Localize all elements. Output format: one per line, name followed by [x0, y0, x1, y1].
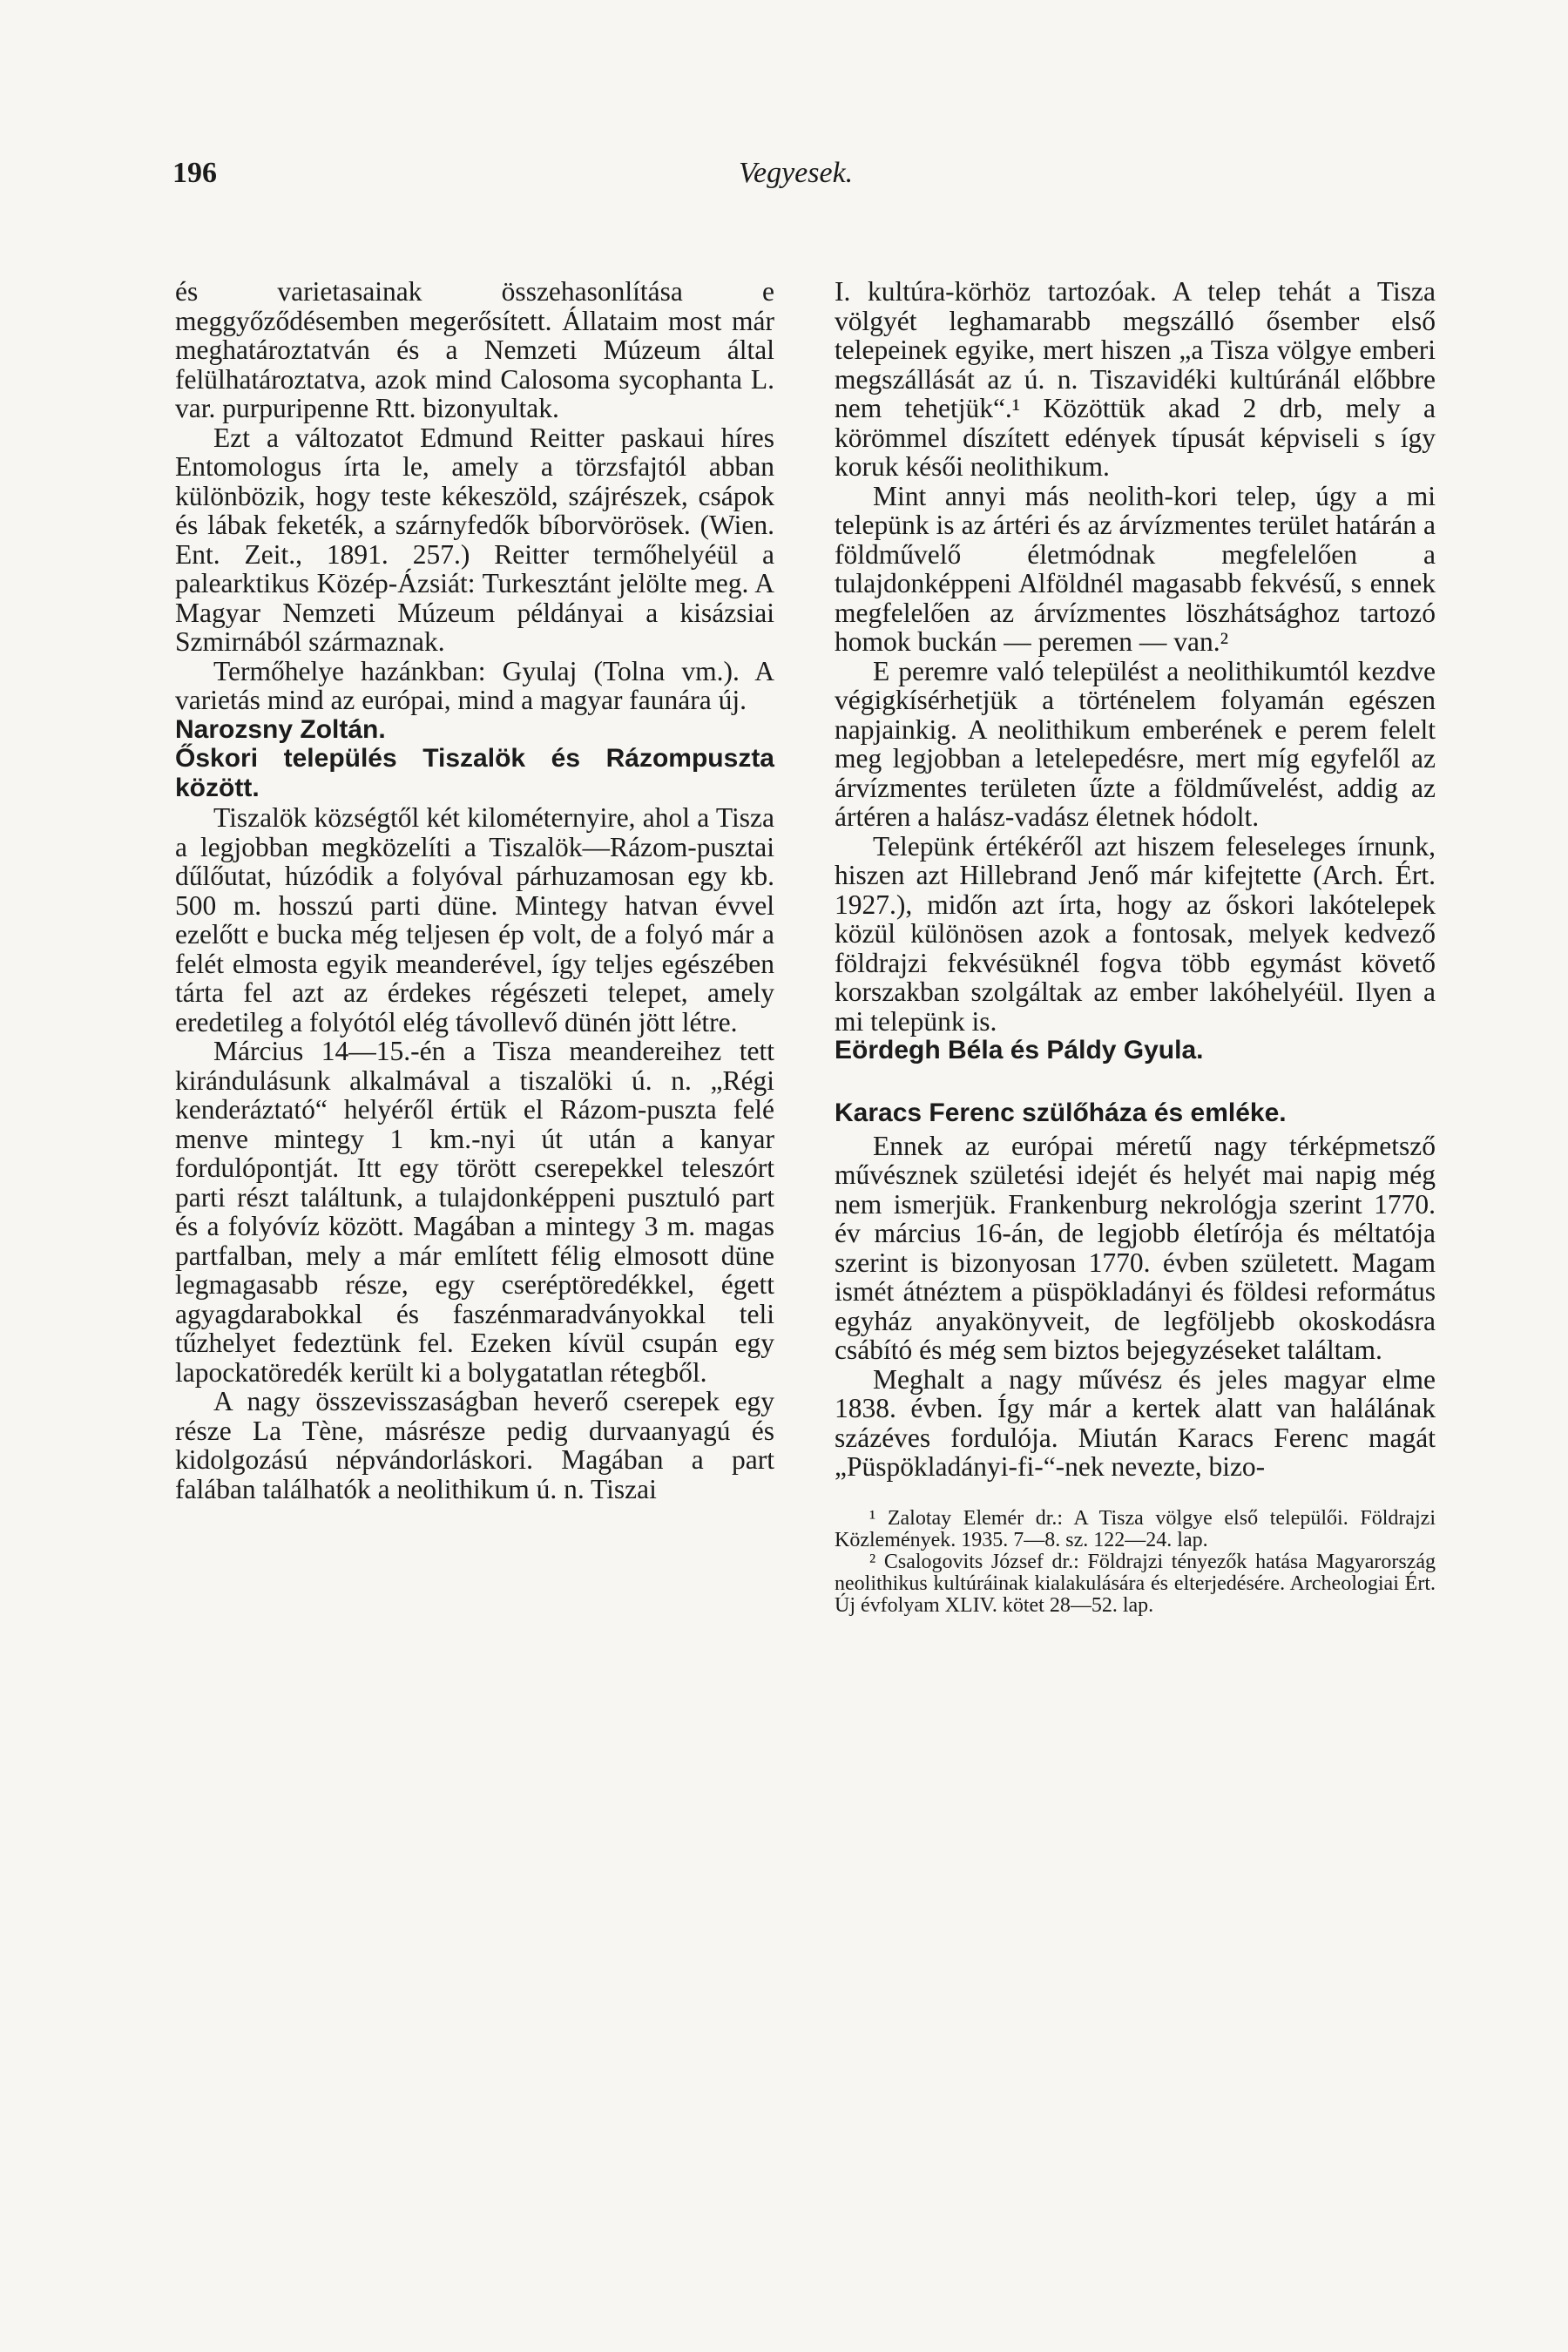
running-title: Vegyesek.	[739, 157, 854, 189]
paragraph: Ennek az európai méretű nagy térképmetsző művésznek születési idejét és helyét mai napig még nem ismerjük. Frankenburg nekrológja szerint 1770. év március 16-án, de legjobb életírója és méltatója szerint is bizonyosan 1770. évben született. Magam ismét átnéztem a püspökladányi és földesi református egyház anyakönyveit, de legföljebb okoskodásra csábító és még sem biztos bejegyzéseket találtam.	[835, 1130, 1436, 1365]
section-heading: Karacs Ferenc szülőháza és emléke.	[835, 1098, 1287, 1127]
left-column	[175, 277, 774, 1504]
paragraph: I. kultúra-körhöz tartozóak. A telep tehát a Tisza völgyét leghamarabb megszálló ősember első telepeinek egyike, mert hiszen „a Tisza völgye emberi megszállását az ú. n. Tiszavidéki kultúránál előbbre nem tehetjük“.¹ Közöttük akad 2 drb, mely a körömmel díszített edények típusát képviseli s így koruk késői neolithikum.	[835, 276, 1436, 482]
page-number: 196	[172, 157, 217, 189]
section-heading: Őskori település Tiszalök és Rázompuszta között.	[175, 744, 774, 802]
paragraph: E peremre való települést a neolithikumtól kezdve végigkísérhetjük a történelem folyamán egészen napjainkig. A neolithikum emberének e perem felelt meg legjobban a letelepedésre, mert míg egyfelől az árvízmentes területen űzte a földművelést, addig az ártéren a halász-vadász életnek hódolt.	[835, 655, 1436, 832]
paragraph: Meghalt a nagy művész és jeles magyar elme 1838. évben. Így már a kertek alatt van halálának százéves fordulója. Miután Karacs Ferenc magát „Püspökladányi-fi-“-nek nevezte, bizo-	[835, 1363, 1436, 1482]
paragraph: A nagy összevisszaságban heverő cserepek egy része La Tène, másrésze pedig durvaanyagú és kidolgozású népvándorláskori. Magában a part falában találhatók a neolithikum ú. n. Tiszai	[175, 1386, 774, 1504]
paragraph: Mint annyi más neolith-kori telep, úgy a mi telepünk is az ártéri és az árvízmentes terület határán a földművelő életmódnak megfelelően a tulajdonképpeni Alföldnél magasabb fekvésű, s ennek megfelelően az árvízmentes löszhátsághoz tartozó homok buckán — peremen — van.²	[835, 480, 1436, 657]
paragraph: és varietasainak összehasonlítása e meggyőződésemben megerősített. Állataim most már meghatároztatván és a Nemzeti Múzeum által felülhatároztatva, azok mind Calosoma sycophanta L. var. purpuripenne Rtt. bizonyultak.	[175, 276, 774, 423]
author-signature: Narozsny Zoltán.	[175, 714, 386, 744]
paragraph: Termőhelye hazánkban: Gyulaj (Tolna vm.). A varietás mind az európai, mind a magyar faunára új.	[175, 655, 774, 715]
right-column	[835, 277, 1436, 1617]
footnote: ¹ Zalotay Elemér dr.: A Tisza völgye első települői. Földrajzi Közlemények. 1935. 7—8. sz. 122—24. lap.	[835, 1506, 1436, 1551]
paragraph: Március 14—15.-én a Tisza meandereihez tett kirándulásunk alkalmával a tiszalöki ú. n. „Régi kenderáztató“ helyéről értük el Rázom-puszta felé menve mintegy 1 km.-nyi út után a kanyar fordulópontját. Itt egy törött cserepekkel teleszórt parti részt találtunk, a tulajdonképpeni pusztuló part és a folyóvíz között. Magában a mintegy 3 m. magas partfalban, mely a már említett félig elmosott düne legmagasabb része, egy cseréptöredékkel, égett agyagdarabokkal és faszénmaradványokkal teli tűzhelyet fedeztünk fel. Ezeken kívül csupán egy lapockatöredék került ki a bolygatatlan rétegből.	[175, 1036, 774, 1388]
paragraph: Tiszalök községtől két kilométernyire, ahol a Tisza a legjobban megközelíti a Tiszalök—Rázom-pusztai dűlőutat, húzódik a folyóval párhuzamosan egy kb. 500 m. hosszú parti düne. Mintegy hatvan évvel ezelőtt e bucka még teljesen ép volt, de a folyó már a felét elmosta egyik meanderével, így teljes egészében tárta fel azt az érdekes régészeti telepet, amely eredetileg a folyótól elég távollevő dünén jött létre.	[175, 802, 774, 1037]
footnote: ² Csalogovits József dr.: Földrajzi tényezők hatása Magyarország neolithikus kultúráinak kialakulására és elterjedésére. Archeologiai Ért. Új évfolyam XLIV. kötet 28—52. lap.	[835, 1550, 1436, 1617]
paragraph: Telepünk értékéről azt hiszem feleseleges írnunk, hiszen azt Hillebrand Jenő már kifejtette (Arch. Ért. 1927.), midőn azt írta, hogy az őskori lakótelepek közül különösen azok a fontosak, melyek kedvező földrajzi fekvésüknél fogva több egymást követő korszakban szolgáltak az ember lakóhelyéül. Ilyen a mi telepünk is.	[835, 830, 1436, 1037]
author-signature: Eördegh Béla és Páldy Gyula.	[835, 1036, 1204, 1064]
footnotes	[835, 1508, 1436, 1617]
paragraph: Ezt a változatot Edmund Reitter paskaui híres Entomologus írta le, amely a törzsfajtól abban különbözik, hogy teste kékeszöld, szájrészek, csápok és lábak feketék, a szárnyfedők bíborvörösek. (Wien. Ent. Zeit., 1891. 257.) Reitter termőhelyéül a palearktikus Közép-Ázsiát: Turkesztánt jelölte meg. A Magyar Nemzeti Múzeum példányai a kisázsiai Szmirnából származnak.	[175, 422, 774, 657]
